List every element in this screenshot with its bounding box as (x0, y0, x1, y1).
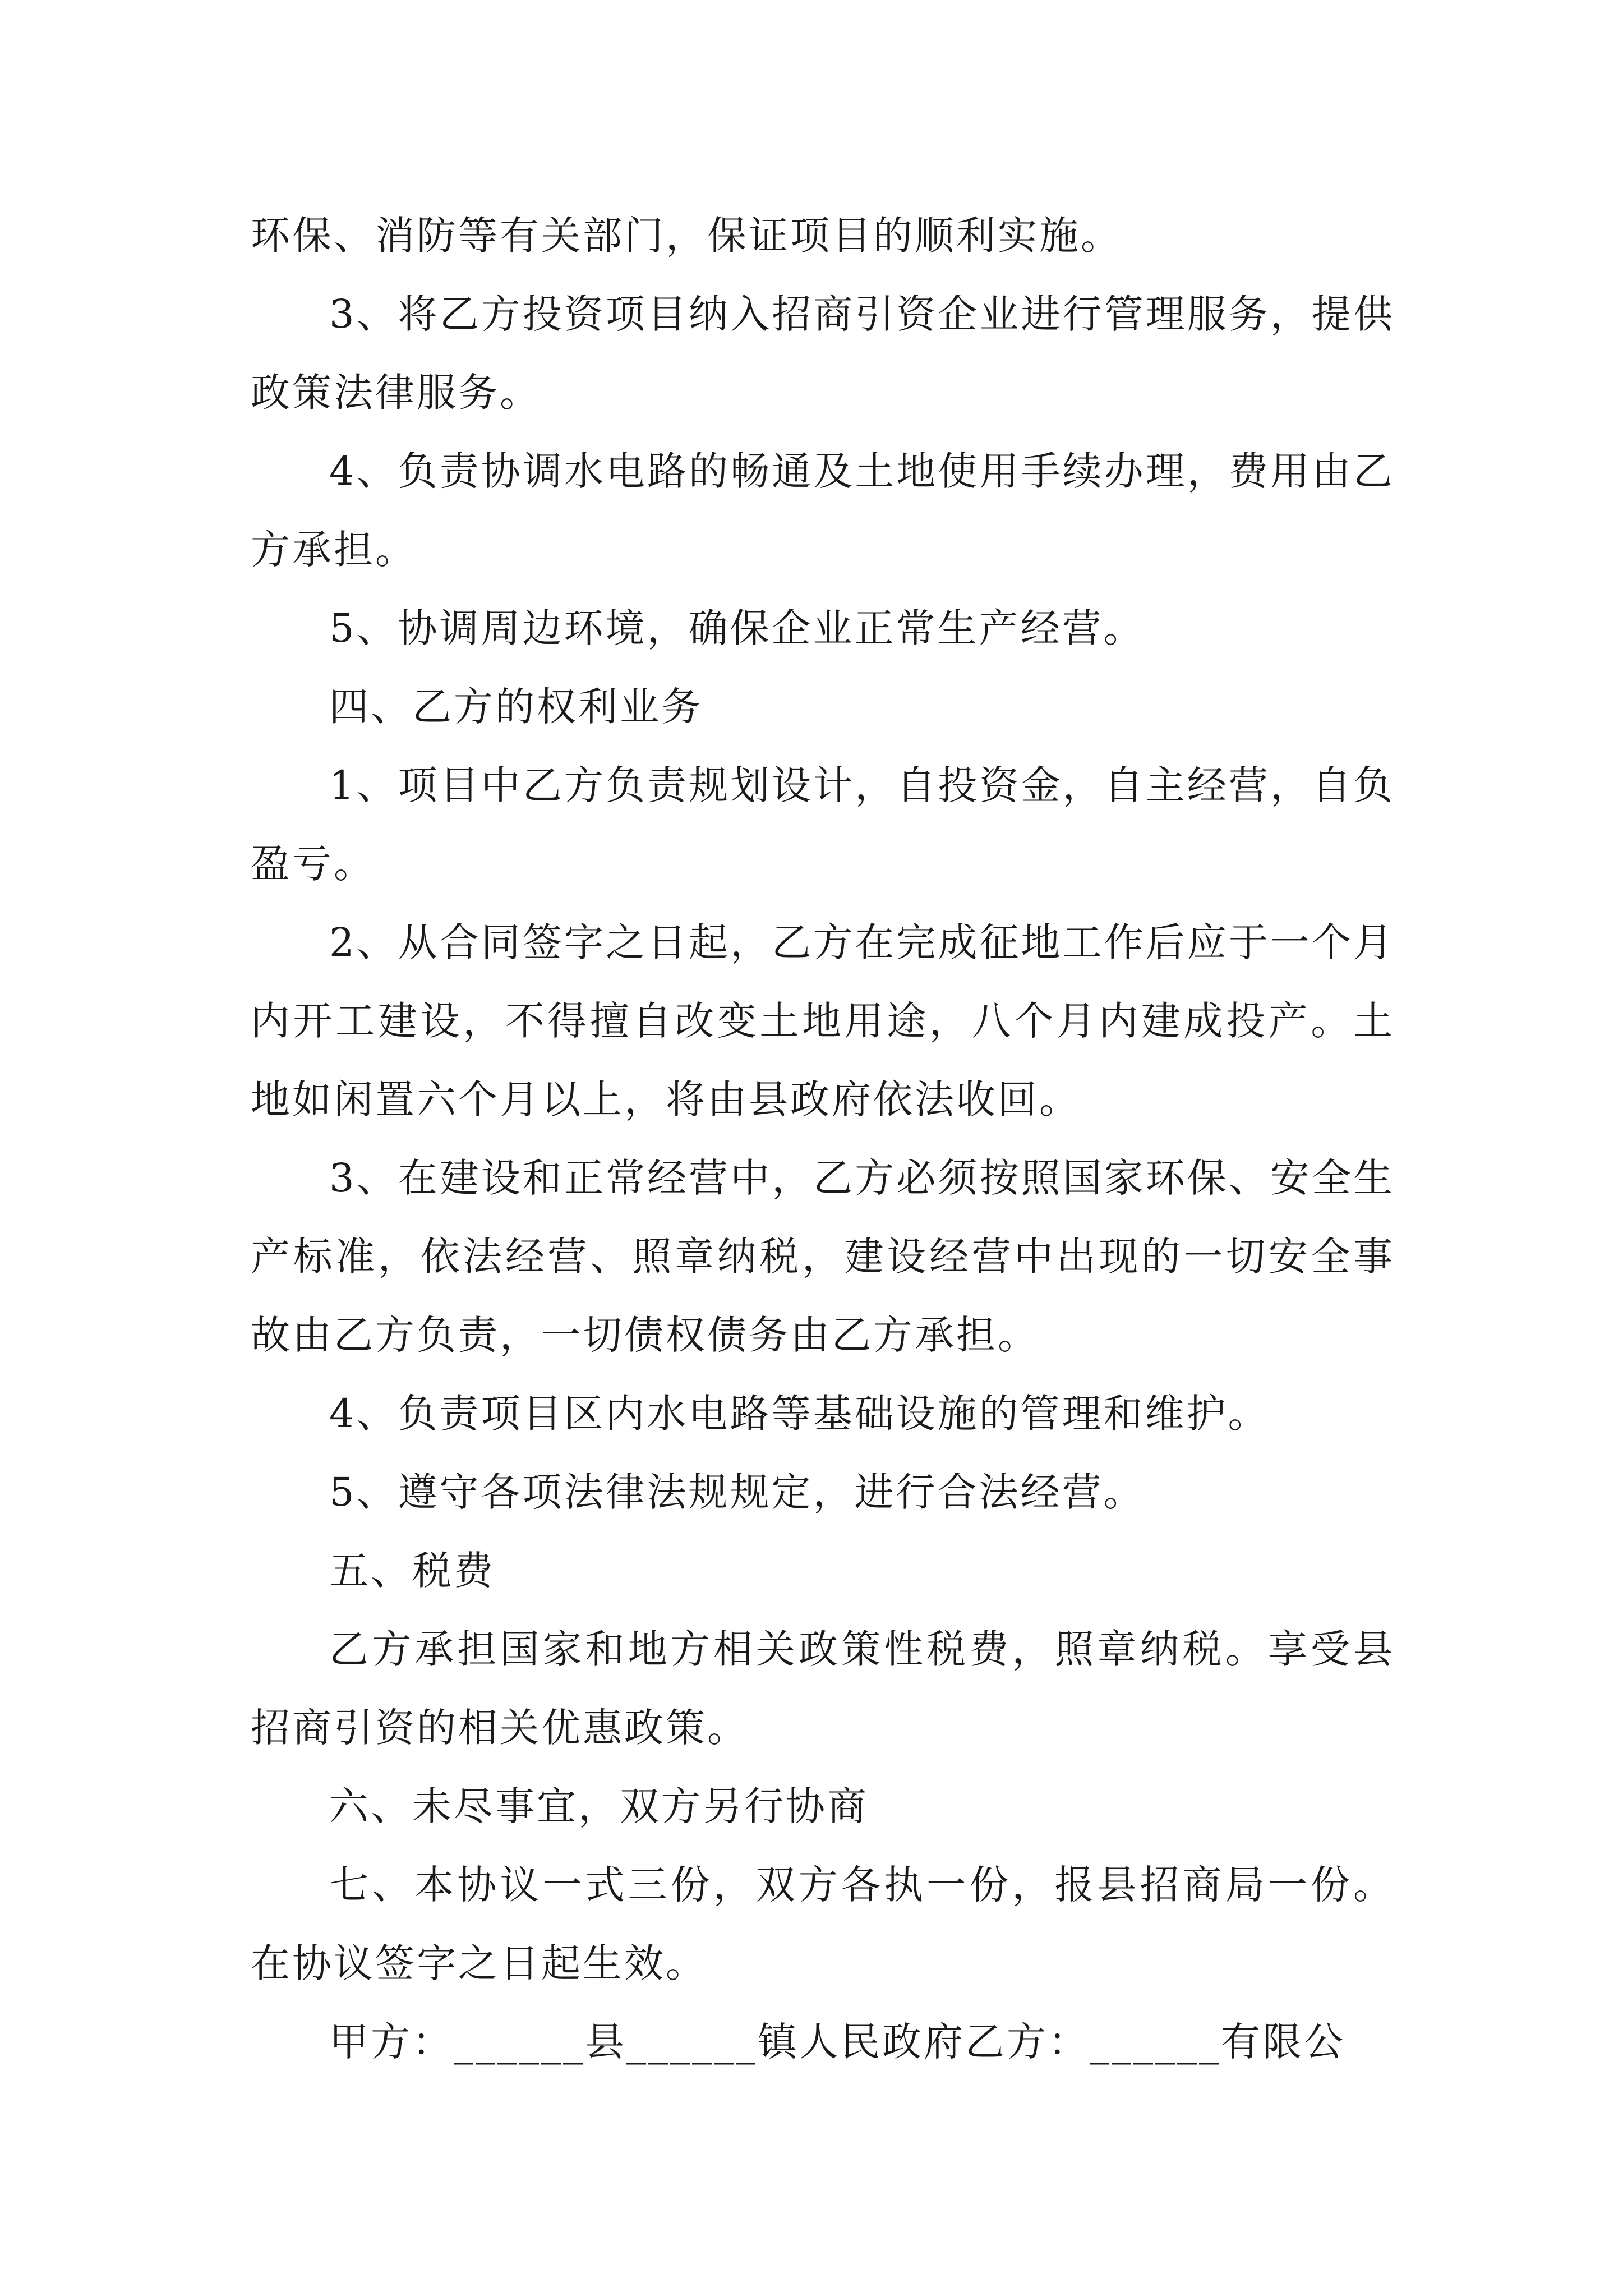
signature-line: 甲方：______县______镇人民政府乙方：______有限公 (329, 2019, 1345, 2065)
paragraph-1: 环保、消防等有关部门，保证项目的顺利实施。 (251, 213, 1122, 259)
section-heading-4: 四、乙方的权利业务 (329, 684, 703, 730)
section-heading-7: 七、本协议一式三份，双方各执一份，报县招商局一份。在协议签字之日起生效。 (251, 1862, 1395, 1986)
section-heading-6: 六、未尽事宜，双方另行协商 (329, 1783, 869, 1829)
paragraph-2: 3、将乙方投资项目纳入招商引资企业进行管理服务，提供政策法律服务。 (251, 291, 1395, 416)
paragraph-4: 5、协调周边环境，确保企业正常生产经营。 (329, 605, 1145, 651)
paragraph-7: 2、从合同签字之日起，乙方在完成征地工作后应于一个月内开工建设，不得擅自改变土地用途，八个月内建成投产。土地如闲置六个月以上，将由县政府依法收回。 (251, 919, 1395, 1122)
paragraph-9: 4、负责项目区内水电路等基础设施的管理和维护。 (329, 1391, 1270, 1437)
paragraph-8: 3、在建设和正常经营中，乙方必须按照国家环保、安全生产标准，依法经营、照章纳税，建设经营中出现的一切安全事故由乙方负责，一切债权债务由乙方承担。 (251, 1155, 1395, 1358)
paragraph-12: 乙方承担国家和地方相关政策性税费，照章纳税。享受县招商引资的相关优惠政策。 (251, 1626, 1395, 1751)
paragraph-3: 4、负责协调水电路的畅通及土地使用手续办理，费用由乙方承担。 (251, 448, 1395, 573)
document-body (251, 196, 1395, 2081)
section-heading-5: 五、税费 (329, 1548, 495, 1594)
paragraph-6: 1、项目中乙方负责规划设计，自投资金，自主经营，自负盈亏。 (251, 762, 1395, 887)
paragraph-10: 5、遵守各项法律法规规定，进行合法经营。 (329, 1469, 1145, 1515)
